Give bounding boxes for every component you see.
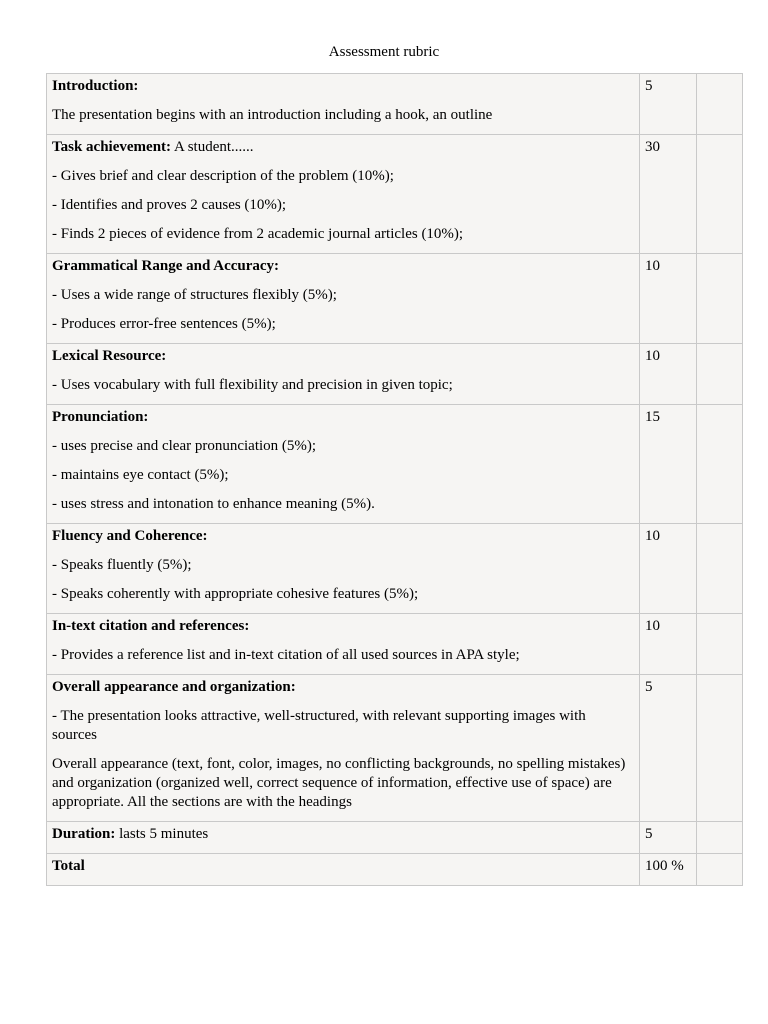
criterion-cell — [47, 135, 640, 254]
criterion-descriptor: - Speaks coherently with appropriate cohesive features (5%); — [52, 586, 419, 602]
criterion-descriptor: Overall appearance (text, font, color, images, no conflicting backgrounds, no spelling mistakes) and organization (organized well, correct sequence of information, effective use of space) are appropriate. All the sections are with the headings — [52, 756, 626, 810]
criterion-cell — [47, 524, 640, 614]
criterion-descriptor: - Gives brief and clear description of the problem (10%); — [52, 168, 394, 184]
score-cell — [697, 74, 743, 135]
points-value: 10 — [645, 618, 660, 634]
criterion-title: Overall appearance and organization: — [52, 679, 296, 695]
points-value: 15 — [645, 409, 660, 425]
rubric-row — [47, 135, 743, 254]
points-cell — [640, 135, 697, 254]
points-value: 10 — [645, 258, 660, 274]
points-cell — [640, 524, 697, 614]
criterion-cell — [47, 854, 640, 886]
points-cell — [640, 822, 697, 854]
points-value: 100 % — [645, 858, 684, 874]
criterion-cell — [47, 405, 640, 524]
score-cell — [697, 614, 743, 675]
rubric-body — [47, 74, 743, 886]
criterion-descriptor: - Provides a reference list and in-text citation of all used sources in APA style; — [52, 647, 520, 663]
criterion-descriptor: - Uses a wide range of structures flexibly (5%); — [52, 287, 337, 303]
points-value: 5 — [645, 826, 653, 842]
criterion-heading — [52, 527, 634, 546]
criterion-cell — [47, 822, 640, 854]
criterion-title: Lexical Resource: — [52, 348, 167, 364]
points-cell — [640, 614, 697, 675]
criterion-descriptor: The presentation begins with an introduction including a hook, an outline — [52, 107, 493, 123]
criterion-title: Duration: — [52, 826, 116, 842]
points-value: 5 — [645, 78, 653, 94]
criterion-heading — [52, 408, 634, 427]
criterion-cell — [47, 614, 640, 675]
rubric-row — [47, 524, 743, 614]
criterion-cell — [47, 254, 640, 344]
rubric-row — [47, 344, 743, 405]
points-value: 10 — [645, 528, 660, 544]
score-cell — [697, 524, 743, 614]
criterion-title: In-text citation and references: — [52, 618, 250, 634]
rubric-row — [47, 254, 743, 344]
criterion-heading — [52, 138, 634, 157]
rubric-table — [46, 73, 743, 886]
score-cell — [697, 854, 743, 886]
criterion-descriptor: - Finds 2 pieces of evidence from 2 academic journal articles (10%); — [52, 226, 464, 242]
score-cell — [697, 344, 743, 405]
score-cell — [697, 135, 743, 254]
points-cell — [640, 344, 697, 405]
rubric-row — [47, 675, 743, 822]
criterion-inline-text: lasts 5 minutes — [115, 826, 209, 842]
criterion-descriptor: - uses precise and clear pronunciation (5%); — [52, 438, 317, 454]
criterion-descriptor: - Identifies and proves 2 causes (10%); — [52, 197, 287, 213]
rubric-row — [47, 74, 743, 135]
score-cell — [697, 675, 743, 822]
criterion-heading — [52, 678, 634, 697]
criterion-heading — [52, 77, 634, 96]
points-cell — [640, 405, 697, 524]
criterion-descriptor: - The presentation looks attractive, well-structured, with relevant supporting images with sources — [52, 708, 586, 743]
criterion-heading — [52, 347, 634, 366]
rubric-row — [47, 405, 743, 524]
criterion-cell — [47, 344, 640, 405]
criterion-cell — [47, 74, 640, 135]
criterion-title: Fluency and Coherence: — [52, 528, 208, 544]
criterion-heading — [52, 617, 634, 636]
criterion-title: Grammatical Range and Accuracy: — [52, 258, 280, 274]
criterion-title: Introduction: — [52, 78, 139, 94]
criterion-inline-text: A student...... — [171, 139, 254, 155]
criterion-descriptor: - uses stress and intonation to enhance meaning (5%). — [52, 496, 375, 512]
criterion-descriptor: - maintains eye contact (5%); — [52, 467, 229, 483]
rubric-row — [47, 854, 743, 886]
points-cell — [640, 74, 697, 135]
points-value: 5 — [645, 679, 653, 695]
criterion-descriptor: - Uses vocabulary with full flexibility and precision in given topic; — [52, 377, 453, 393]
criterion-heading — [52, 825, 634, 844]
rubric-row — [47, 614, 743, 675]
criterion-descriptor: - Speaks fluently (5%); — [52, 557, 192, 573]
criterion-title: Pronunciation: — [52, 409, 149, 425]
rubric-row — [47, 822, 743, 854]
points-cell — [640, 675, 697, 822]
points-value: 30 — [645, 139, 660, 155]
score-cell — [697, 254, 743, 344]
page-title: Assessment rubric — [328, 44, 440, 60]
criterion-title: Task achievement: — [52, 139, 172, 155]
score-cell — [697, 405, 743, 524]
criterion-heading — [52, 257, 634, 276]
points-value: 10 — [645, 348, 660, 364]
score-cell — [697, 822, 743, 854]
criterion-title: Total — [52, 858, 85, 874]
criterion-cell — [47, 675, 640, 822]
criterion-heading — [52, 857, 634, 876]
criterion-descriptor: - Produces error-free sentences (5%); — [52, 316, 276, 332]
points-cell — [640, 854, 697, 886]
points-cell — [640, 254, 697, 344]
